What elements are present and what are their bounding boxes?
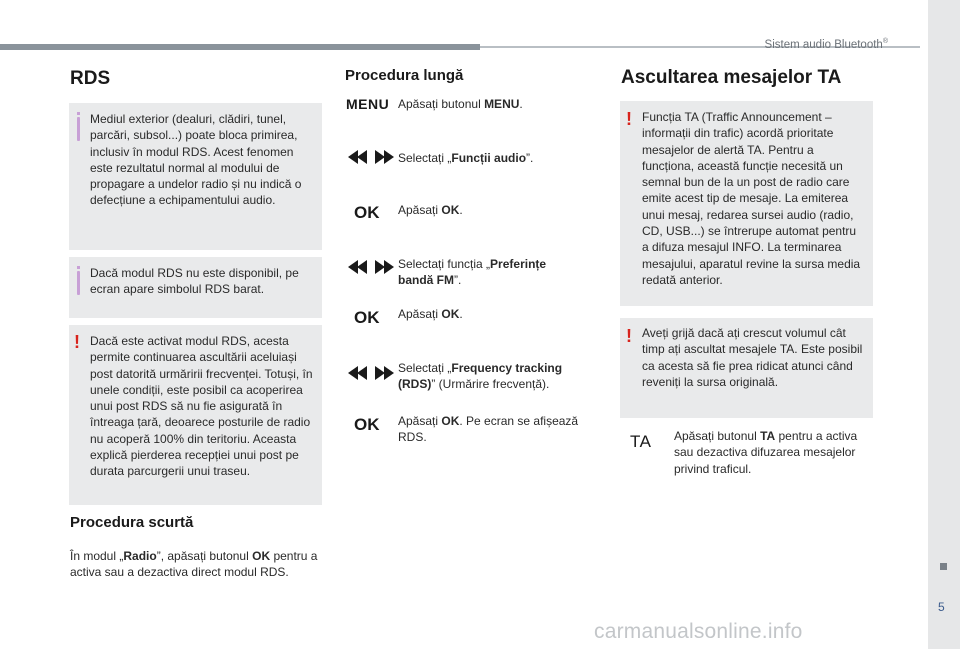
seek-arrows-icon xyxy=(348,366,394,380)
rds-note-2: Dacă modul RDS nu este disponibil, pe ecran apare simbolul RDS barat. xyxy=(90,266,299,297)
page-edge-strip xyxy=(928,0,960,649)
rds-note-1: Mediul exterior (dealuri, clădiri, tunel, parcări, subsol...) poate bloca primirea, inclusiv în modul RDS. Acest fenomen este rezultatul normal al modului de propagare a undelor radio și nu indică o defecțiune a echipamentului audio. xyxy=(90,112,302,208)
step-6-text: Selectați „Frequency tracking (RDS)” (Urmărire frecvență). xyxy=(398,361,563,392)
ta-warning-box-1 xyxy=(620,101,873,306)
exclamation-icon: ! xyxy=(626,326,632,346)
ascultarea-heading: Ascultarea mesajelor TA xyxy=(621,67,842,88)
continuation-marker xyxy=(940,563,947,570)
ta-instruction-text: Apăsați butonul TA pentru a activa sau dezactiva difuzarea mesajelor privind traficul. xyxy=(674,429,858,476)
step-3-text: Apăsați OK. xyxy=(398,203,463,217)
step-5-text: Apăsați OK. xyxy=(398,307,463,321)
procedura-scurta-text: În modul „Radio”, apăsați butonul OK pentru a activa sau a dezactiva direct modul RDS. xyxy=(70,549,318,580)
exclamation-icon: ! xyxy=(626,109,632,129)
ta-warning-text-1: Funcția TA (Traffic Announcement – informații din trafic) acordă prioritate mesajelor de alertă TA. Pentru a funcționa, această funcție necesită un semnal bun de la un post de radio care emite acest tip de mesaje. La emiterea unui mesaj, redarea sursei audio (radio, CD, USB...) se întrerupe automat pentru a difuza mesajul INFO. La terminarea mesajului, aparatul revine la sursa media redată anterior. xyxy=(642,110,861,287)
step-1-text: Apăsați butonul MENU. xyxy=(398,97,523,111)
rds-warning-box xyxy=(69,325,322,505)
step-2-text: Selectați „Funcții audio”. xyxy=(398,151,534,165)
watermark: carmanualsonline.info xyxy=(594,620,803,643)
section-title: Sistem audio Bluetooth® xyxy=(764,38,888,51)
rds-info-box-2 xyxy=(69,257,322,318)
header-bar xyxy=(0,44,480,50)
exclamation-icon: ! xyxy=(74,332,80,352)
step-7-text: Apăsați OK. Pe ecran se afișează RDS. xyxy=(398,414,579,445)
ok-button-icon: OK xyxy=(354,308,380,327)
page-number: 5 xyxy=(938,600,945,614)
procedura-scurta-heading: Procedura scurtă xyxy=(70,514,194,531)
ta-warning-box-2 xyxy=(620,318,873,418)
ta-warning-text-2: Aveți grijă dacă ați crescut volumul cât timp ați ascultat mesajele TA. Este posibil ca acesta să fie prea ridicat atunci când reveniți la sursa originală. xyxy=(642,326,863,389)
menu-button-icon: MENU xyxy=(346,96,390,112)
rds-info-box-1 xyxy=(69,103,322,250)
info-icon xyxy=(77,271,80,295)
seek-arrows-icon xyxy=(348,260,394,274)
step-4-text: Selectați funcția „Preferințe bandă FM”. xyxy=(398,257,547,288)
ok-button-icon: OK xyxy=(354,415,380,434)
procedura-lunga-heading: Procedura lungă xyxy=(345,67,464,84)
info-icon xyxy=(77,117,80,141)
seek-arrows-icon xyxy=(348,150,394,164)
rds-heading: RDS xyxy=(70,68,111,89)
ok-button-icon: OK xyxy=(354,203,380,222)
rds-warning-text: Dacă este activat modul RDS, acesta permite continuarea ascultării aceluiași post datorită urmăririi frecvenței. Totuși, în unele condiții, este posibil ca acoperirea unui post RDS să nu fie asigurată în întreaga țară, deoarece posturile de radio nu acoperă 100% din teritoriu. Aceasta explică pierderea recepției unui post pe durata parcurgerii unui traseu. xyxy=(90,334,313,479)
ta-button-icon: TA xyxy=(630,432,652,451)
